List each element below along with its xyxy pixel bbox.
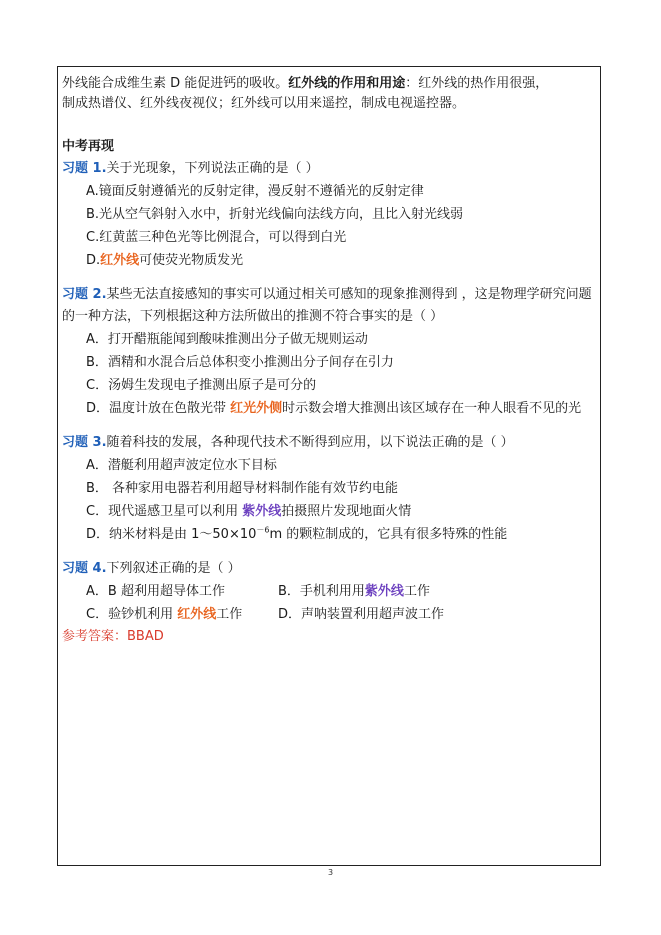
option-prefix: D．温度计放在色散光带 [86, 401, 231, 416]
option-prefix: C．验钞机利用 [86, 607, 178, 622]
question-1-option-b: B.光从空气斜射入水中，折射光线偏向法线方向，且比入射光线弱 [86, 207, 464, 222]
option-prefix: C．现代遥感卫星可以利用 [86, 504, 243, 519]
question-1-option-c: C.红黄蓝三种色光等比例混合，可以得到白光 [86, 230, 347, 245]
intro-line-1 [62, 74, 600, 94]
question-3 [62, 432, 600, 454]
question-2-stem-cont: 的一种方法，下列根据这种方法所做出的推测不符合事实的是（ ） [62, 309, 444, 324]
question-3-stem: 随着科技的发展，各种现代技术不断得到应用，以下说法正确的是（ ） [106, 435, 514, 450]
question-2-option-d [62, 397, 600, 420]
option-prefix: D．纳米材料是由 1～50×10 [86, 527, 257, 542]
question-2-option-b: B．酒精和水混合后总体积变小推测出分子间存在引力 [86, 355, 394, 370]
question-4-option-d: D．声呐装置利用超声波工作 [278, 607, 445, 622]
option-text: 工作 [403, 584, 430, 599]
highlight-term: 紫外线 [364, 584, 404, 599]
question-2-option-c: C．汤姆生发现电子推测出原子是可分的 [86, 378, 317, 393]
option-text: 拍摄照片发现地面火情 [281, 504, 412, 519]
question-4-label: 习题 4. [62, 561, 107, 576]
intro-text-continued: ：红外线的热作用很强， [405, 76, 549, 91]
question-4-row-1 [62, 580, 600, 603]
question-1-option-a: A.镜面反射遵循光的反射定律，漫反射不遵循光的反射定律 [86, 184, 424, 199]
question-1-stem: 关于光现象，下列说法正确的是（ ） [106, 161, 319, 176]
option-text: 工作 [216, 607, 243, 622]
option-prefix: B．手机利用用 [278, 584, 365, 599]
highlight-term: 红外线 [100, 253, 140, 268]
intro-text: 外线能合成维生素 D 能促进钙的吸收。 [62, 76, 289, 91]
question-3-label: 习题 3. [62, 435, 107, 450]
intro-line-2: 制成热谱仪、红外线夜视仪；红外线可以用来遥控，制成电视遥控器。 [62, 96, 466, 111]
intro-bold-heading: 红外线的作用和用途 [288, 76, 406, 91]
question-4-option-c [86, 603, 278, 626]
question-4-option-a: A．B 超利用超导体工作 [86, 584, 225, 599]
option-text: m 的颗粒制成的，它具有很多特殊的性能 [269, 527, 508, 542]
highlight-term: 紫外线 [242, 504, 282, 519]
option-text: 时示数会增大推测出该区域存在一种人眼看不见的光 [282, 401, 582, 416]
question-3-option-c [62, 500, 600, 523]
question-4 [62, 558, 600, 580]
page-number: 3 [327, 868, 334, 877]
answer-key: 参考答案：BBAD [62, 629, 164, 644]
question-2 [62, 284, 600, 306]
question-2-stem: 某些无法直接感知的事实可以通过相关可感知的现象推测得到 ，这是物理学研究问题 [106, 287, 592, 302]
document-body [62, 74, 600, 648]
question-3-option-d [62, 523, 600, 546]
question-1-label: 习题 1. [62, 161, 107, 176]
option-text: 可使荧光物质发光 [139, 253, 244, 268]
question-2-option-a: A．打开醋瓶能闻到酸味推测出分子做无规则运动 [86, 332, 368, 347]
option-prefix: D. [86, 253, 101, 268]
question-1-option-d [62, 249, 600, 272]
question-3-option-b: B． 各种家用电器若利用超导材料制作能有效节约电能 [86, 481, 399, 496]
question-3-option-a: A．潜艇利用超声波定位水下目标 [86, 458, 277, 473]
question-2-label: 习题 2. [62, 287, 107, 302]
section-title: 中考再现 [62, 139, 115, 154]
highlight-term: 红光外侧 [230, 401, 283, 416]
question-1 [62, 158, 600, 180]
highlight-term: 红外线 [177, 607, 217, 622]
exponent: －6 [256, 525, 270, 535]
question-4-option-b [278, 580, 430, 603]
question-4-stem: 下列叙述正确的是（ ） [106, 561, 241, 576]
question-4-row-2 [62, 603, 600, 626]
